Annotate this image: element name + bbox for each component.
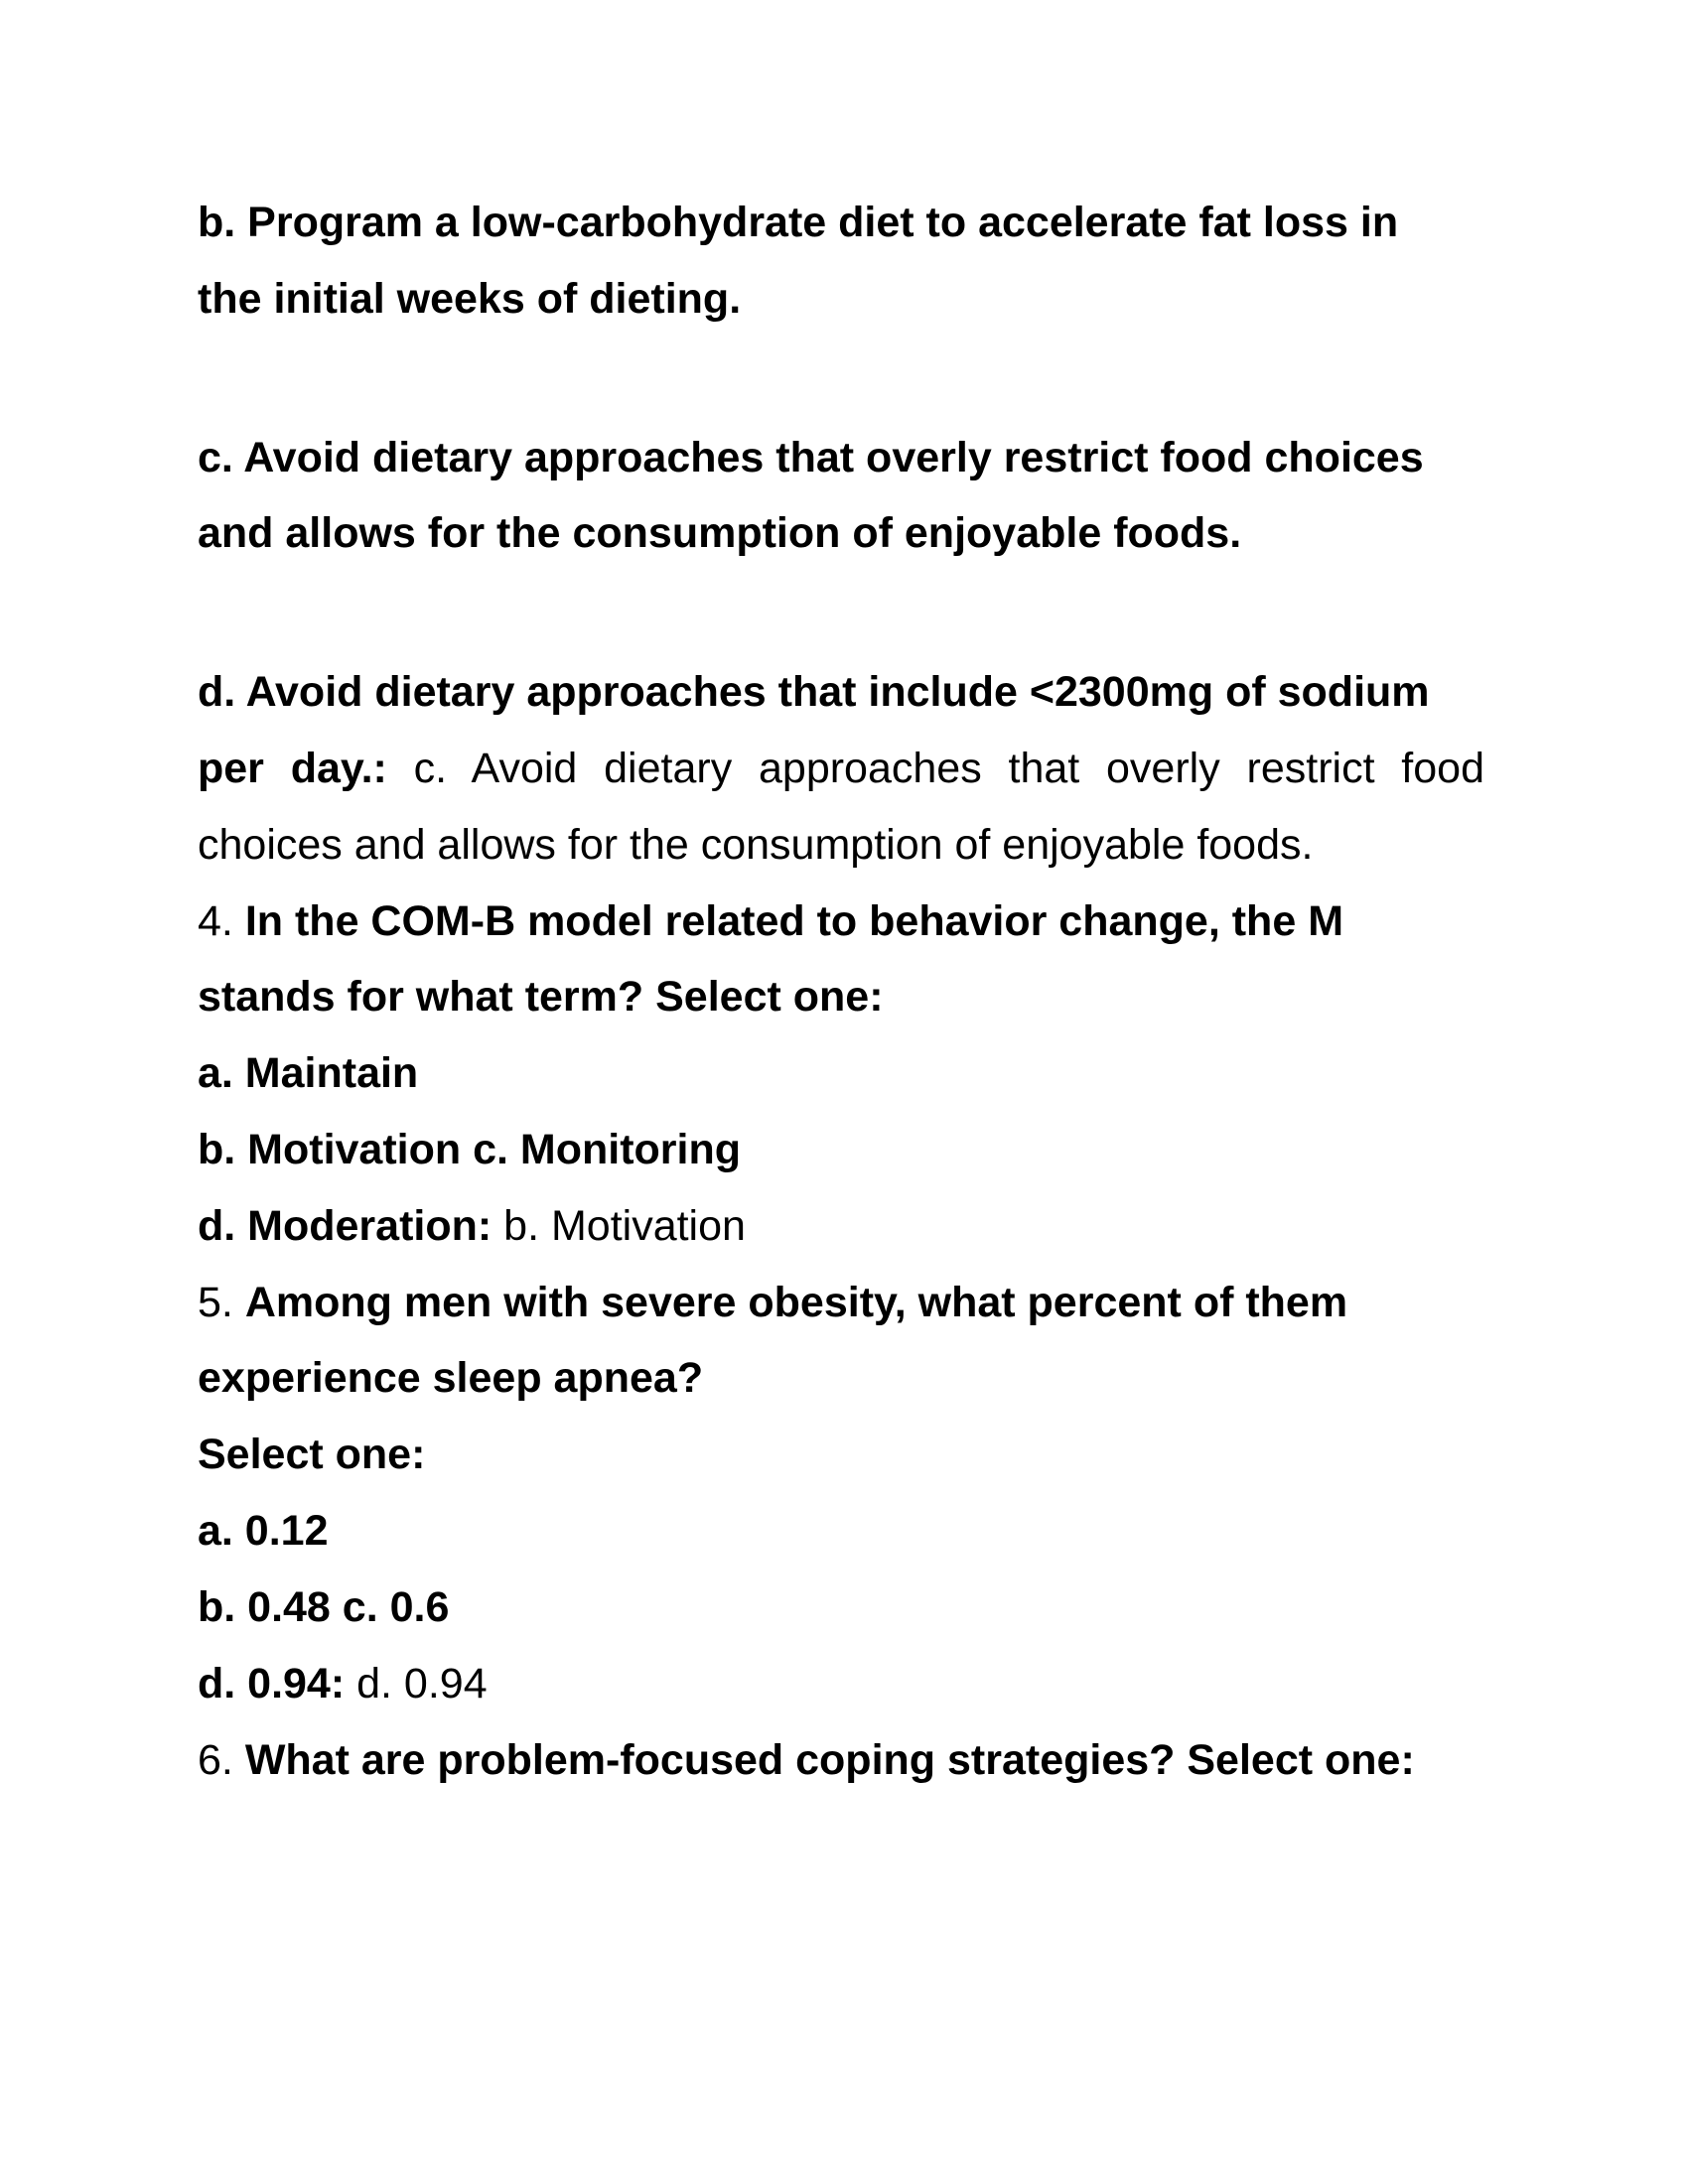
question-6-text: What are problem-focused coping strategies? Select one:	[244, 1736, 1415, 1784]
question-4-option-d-label: d. Moderation:	[198, 1202, 492, 1250]
option-3b-line1: b. Program a low-carbohydrate diet to accelerate fat loss in	[198, 199, 1399, 246]
question-5-option-d-label: d. 0.94:	[198, 1660, 346, 1707]
question-5-select: Select one:	[198, 1431, 426, 1478]
question-5-line2: experience sleep apnea?	[198, 1354, 704, 1402]
question-5-answer: d. 0.94	[345, 1660, 488, 1707]
answer-q3-part1: c. Avoid dietary approaches that overly restrict food	[386, 745, 1485, 792]
question-4-option-a: a. Maintain	[198, 1049, 419, 1097]
question-5-line1	[198, 1279, 1348, 1326]
option-3d-line1: d. Avoid dietary approaches that include <2300mg of sodium	[198, 668, 1430, 716]
option-3b-line2: the initial weeks of dieting.	[198, 275, 742, 323]
question-5-option-bc: b. 0.48 c. 0.6	[198, 1583, 450, 1631]
option-3c-line1: c. Avoid dietary approaches that overly restrict food choices	[198, 434, 1424, 481]
question-4-line2: stands for what term? Select one:	[198, 973, 884, 1021]
question-4-option-d	[198, 1202, 746, 1250]
question-6-number: 6.	[198, 1736, 233, 1784]
question-6-line1	[198, 1736, 1415, 1784]
question-5-text: Among men with severe obesity, what percent of them	[244, 1279, 1348, 1326]
question-5-number: 5.	[198, 1279, 233, 1326]
option-3c-line2: and allows for the consumption of enjoyable foods.	[198, 509, 1242, 557]
answer-q3-part2: choices and allows for the consumption of enjoyable foods.	[198, 821, 1314, 869]
question-4-line1	[198, 897, 1344, 945]
question-4-answer: b. Motivation	[492, 1202, 746, 1250]
question-5-option-d	[198, 1660, 488, 1707]
question-4-number: 4.	[198, 897, 233, 945]
question-4-option-bc: b. Motivation c. Monitoring	[198, 1126, 741, 1173]
option-3d-line2	[198, 745, 1485, 792]
question-5-option-a: a. 0.12	[198, 1507, 329, 1555]
question-4-text: In the COM-B model related to behavior change, the M	[244, 897, 1344, 945]
option-3d-label: per day.:	[198, 745, 387, 792]
